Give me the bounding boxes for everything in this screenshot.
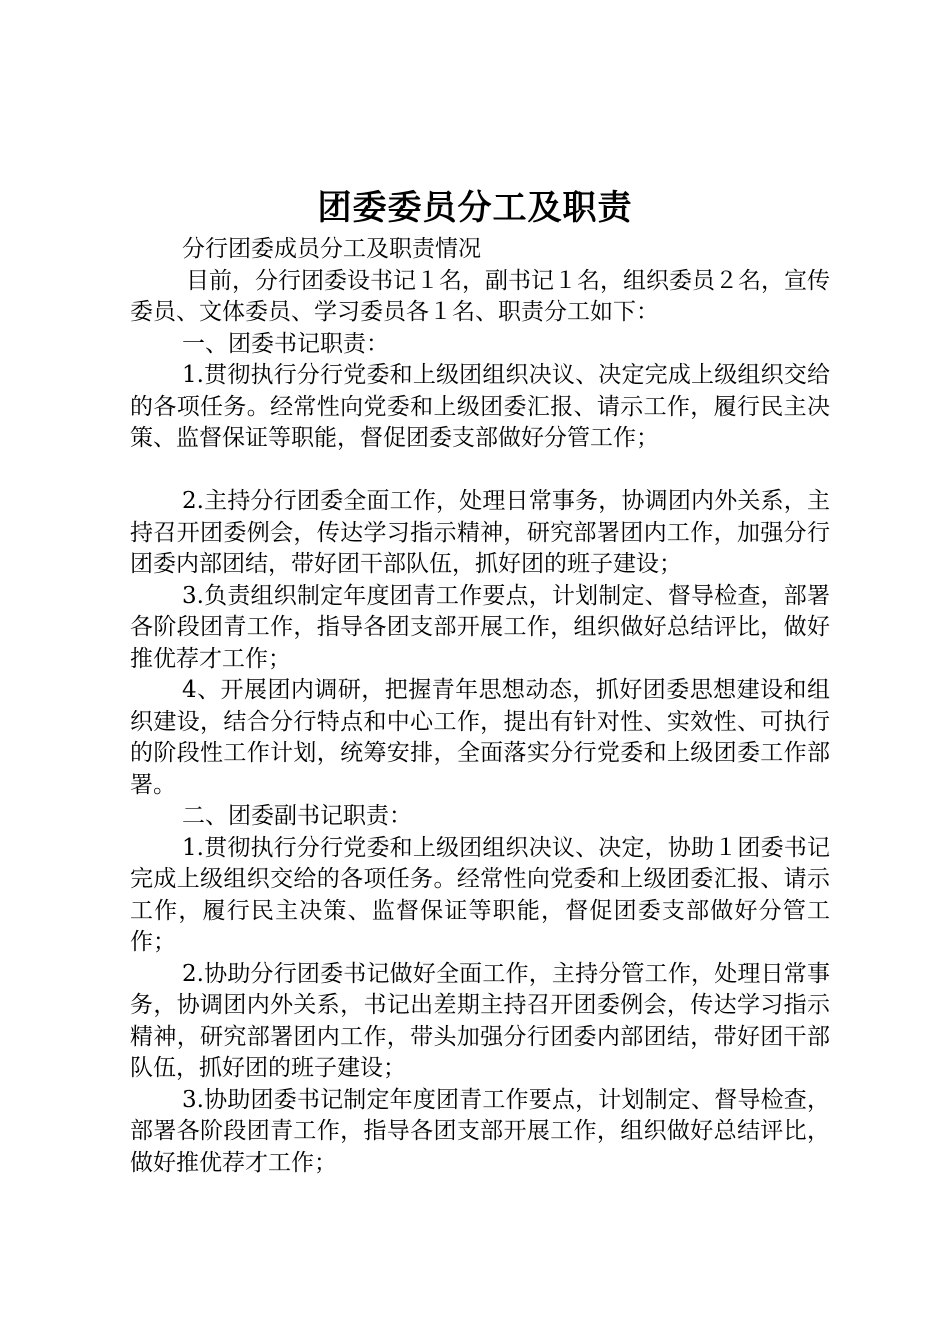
paragraph-secretary-duty-1: 1.贯彻执行分行党委和上级团组织决议、决定完成上级组织交给的各项任务。经常性向党委和上级团委汇报、请示工作，履行民主决策、监督保证等职能，督促团委支部做好分管工作； [130,362,830,451]
paragraph-secretary-duty-2: 2.主持分行团委全面工作，处理日常事务，协调团内外关系，主持召开团委例会，传达学习指示精神，研究部署团内工作，加强分行团委内部团结，带好团干部队伍，抓好团的班子建设； [130,488,830,577]
section-heading-deputy: 二、团委副书记职责： [182,803,412,829]
paragraph-subtitle: 分行团委成员分工及职责情况 [182,236,481,262]
paragraph-intro: 目前，分行团委设书记１名，副书记１名，组织委员２名，宣传委员、文体委员、学习委员各１名、职责分工如下： [130,267,830,325]
paragraph-deputy-duty-1: 1.贯彻执行分行党委和上级团组织决议、决定，协助１团委书记完成上级组织交给的各项任务。经常性向党委和上级团委汇报、请示工作，履行民主决策、监督保证等职能，督促团委支部做好分管工作； [130,834,830,955]
document-title: 团委委员分工及职责 [317,188,633,228]
paragraph-deputy-duty-3: 3.协助团委书记制定年度团青工作要点，计划制定、督导检查，部署各阶段团青工作，指导各团支部开展工作，组织做好总结评比，做好推优荐才工作； [130,1086,830,1176]
paragraph-secretary-duty-4: 4、开展团内调研，把握青年思想动态，抓好团委思想建设和组织建设，结合分行特点和中心工作，提出有针对性、实效性、可执行的阶段性工作计划，统筹安排，全面落实分行党委和上级团委工作部署。 [130,677,830,798]
section-heading-secretary: 一、团委书记职责： [182,330,389,357]
paragraph-secretary-duty-3: 3.负责组织制定年度团青工作要点，计划制定、督导检查，部署各阶段团青工作，指导各团支部开展工作，组织做好总结评比，做好推优荐才工作； [130,582,830,672]
paragraph-deputy-duty-2: 2.协助分行团委书记做好全面工作，主持分管工作，处理日常事务，协调团内外关系，书记出差期主持召开团委例会，传达学习指示精神，研究部署团内工作，带头加强分行团委内部团结，带好团干部队伍，抓好团的班子建设； [130,960,830,1081]
document-body [130,234,830,1179]
